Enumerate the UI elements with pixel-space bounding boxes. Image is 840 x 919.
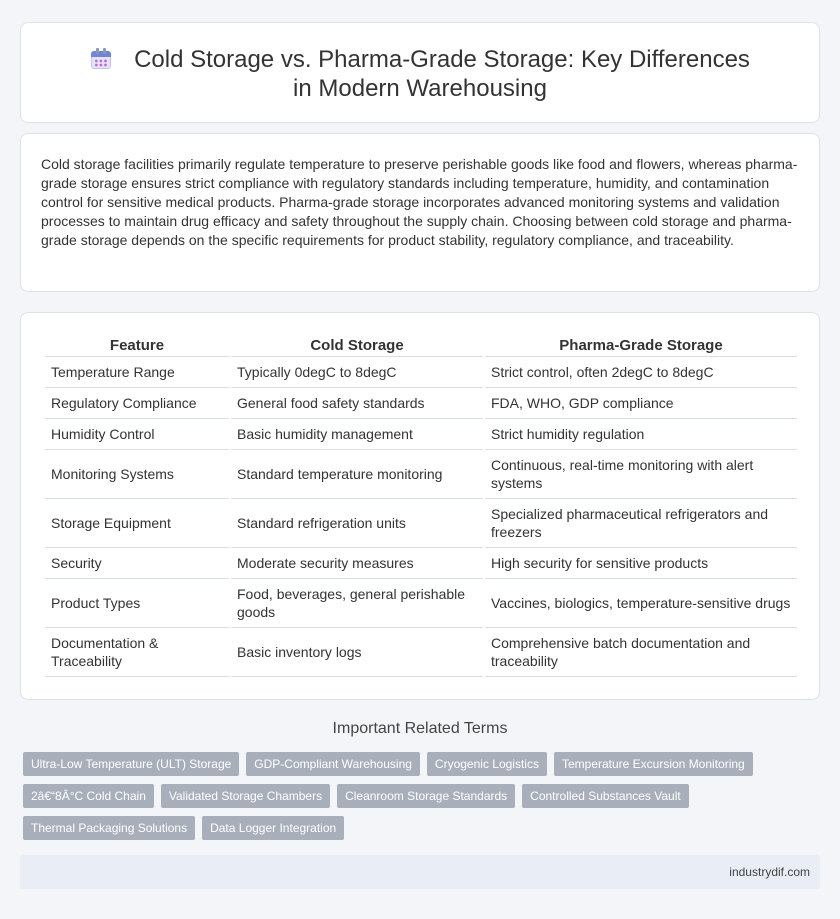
title-card bbox=[20, 22, 820, 123]
cell-pharma: Strict control, often 2degC to 8degC bbox=[485, 357, 797, 388]
cell-feature: Product Types bbox=[45, 579, 229, 628]
tag-gdp-warehousing[interactable]: GDP-Compliant Warehousing bbox=[246, 752, 420, 776]
tag-controlled-substances[interactable]: Controlled Substances Vault bbox=[522, 784, 689, 808]
cell-cold: Basic inventory logs bbox=[231, 628, 483, 677]
intro-card bbox=[20, 133, 820, 292]
cell-feature: Storage Equipment bbox=[45, 499, 229, 548]
cell-pharma: Specialized pharmaceutical refrigerators and freezers bbox=[485, 499, 797, 548]
tag-temperature-excursion[interactable]: Temperature Excursion Monitoring bbox=[554, 752, 753, 776]
table-row bbox=[45, 450, 797, 499]
cell-feature: Temperature Range bbox=[45, 357, 229, 388]
cell-pharma: Comprehensive batch documentation and traceability bbox=[485, 628, 797, 677]
cell-feature: Regulatory Compliance bbox=[45, 388, 229, 419]
intro-paragraph: Cold storage facilities primarily regulate temperature to preserve perishable goods like food and flowers, whereas pharma-grade storage ensures strict compliance with regulatory standards including temperature, humidity, and contamination control for sensitive medical products. Pharma-grade storage incorporates advanced monitoring systems and validation processes to maintain drug efficacy and safety throughout the supply chain. Choosing between cold storage and pharma-grade storage depends on the specific requirements for product stability, regulatory compliance, and traceability. bbox=[41, 156, 798, 248]
cell-cold: Standard temperature monitoring bbox=[231, 450, 483, 499]
header-pharma-grade: Pharma-Grade Storage bbox=[485, 333, 797, 357]
calendar-icon bbox=[90, 48, 112, 70]
tag-cold-chain[interactable]: 2â€“8Â°C Cold Chain bbox=[23, 784, 154, 808]
header-feature: Feature bbox=[45, 333, 229, 357]
tag-data-logger[interactable]: Data Logger Integration bbox=[202, 816, 344, 840]
table-row bbox=[45, 628, 797, 677]
cell-pharma: Strict humidity regulation bbox=[485, 419, 797, 450]
table-row bbox=[45, 388, 797, 419]
cell-feature: Humidity Control bbox=[45, 419, 229, 450]
footer-site[interactable]: industrydif.com bbox=[729, 865, 810, 879]
cell-pharma: Continuous, real-time monitoring with alert systems bbox=[485, 450, 797, 499]
cell-pharma: Vaccines, biologics, temperature-sensitive drugs bbox=[485, 579, 797, 628]
cell-cold: General food safety standards bbox=[231, 388, 483, 419]
tag-cryogenic-logistics[interactable]: Cryogenic Logistics bbox=[427, 752, 547, 776]
table-row bbox=[45, 357, 797, 388]
related-terms-title: Important Related Terms bbox=[332, 720, 508, 737]
cell-feature: Documentation & Traceability bbox=[45, 628, 229, 677]
cell-feature: Security bbox=[45, 548, 229, 579]
cell-cold: Basic humidity management bbox=[231, 419, 483, 450]
cell-pharma: FDA, WHO, GDP compliance bbox=[485, 388, 797, 419]
related-terms-tags bbox=[23, 752, 803, 840]
page-title: Cold Storage vs. Pharma-Grade Storage: Key Differences in Modern Warehousing bbox=[134, 46, 750, 102]
cell-cold: Food, beverages, general perishable goods bbox=[231, 579, 483, 628]
table-row bbox=[45, 499, 797, 548]
table-header-row bbox=[45, 333, 797, 357]
table-row bbox=[45, 579, 797, 628]
tag-thermal-packaging[interactable]: Thermal Packaging Solutions bbox=[23, 816, 195, 840]
tag-cleanroom-standards[interactable]: Cleanroom Storage Standards bbox=[337, 784, 515, 808]
footer bbox=[20, 855, 820, 889]
table-row bbox=[45, 419, 797, 450]
comparison-card bbox=[20, 312, 820, 700]
cell-cold: Standard refrigeration units bbox=[231, 499, 483, 548]
tag-ult-storage[interactable]: Ultra-Low Temperature (ULT) Storage bbox=[23, 752, 239, 776]
comparison-table bbox=[43, 333, 799, 677]
table-row bbox=[45, 548, 797, 579]
page-title-wrap bbox=[21, 45, 819, 103]
cell-pharma: High security for sensitive products bbox=[485, 548, 797, 579]
cell-feature: Monitoring Systems bbox=[45, 450, 229, 499]
cell-cold: Typically 0degC to 8degC bbox=[231, 357, 483, 388]
tag-validated-chambers[interactable]: Validated Storage Chambers bbox=[161, 784, 330, 808]
header-cold-storage: Cold Storage bbox=[231, 333, 483, 357]
cell-cold: Moderate security measures bbox=[231, 548, 483, 579]
